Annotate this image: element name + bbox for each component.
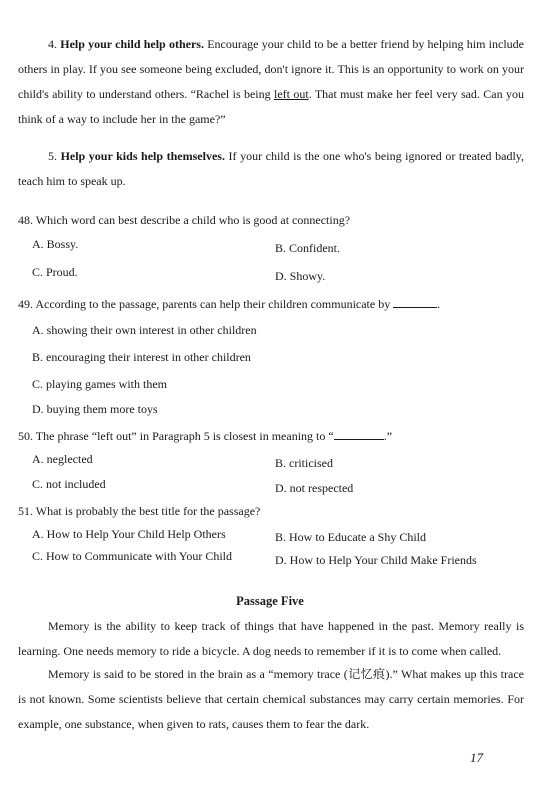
option-48c[interactable]: C. Proud. [32, 265, 78, 279]
option-49d[interactable]: D. buying them more toys [32, 402, 158, 416]
option-51a[interactable]: A. How to Help Your Child Help Others [32, 527, 226, 541]
option-48a[interactable]: A. Bossy. [32, 237, 79, 251]
paragraph-heading: Help your kids help themselves. [60, 149, 225, 163]
option-48b[interactable]: B. Confident. [275, 241, 340, 255]
option-50a[interactable]: A. neglected [32, 452, 93, 466]
question-48: 48. Which word can best describe a child who is good at connecting? [18, 213, 351, 227]
option-50b[interactable]: B. criticised [275, 456, 333, 470]
page-number: 17 [470, 750, 483, 765]
option-50c[interactable]: C. not included [32, 477, 106, 491]
paragraph-number: 5. [48, 149, 61, 163]
paragraph-text: Encourage your child to be a better friend by helping him include others in play. If you see someone being excluded, don't ignore it. This is an opportunity to work on your child's ability to understand others. “Rachel is being [18, 37, 525, 101]
question-51: 51. What is probably the best title for the passage? [18, 504, 261, 518]
option-49c[interactable]: C. playing games with them [32, 377, 167, 391]
option-51b[interactable]: B. How to Educate a Shy Child [275, 530, 426, 544]
question-text: 50. The phrase “left out” in Paragraph 5 is closest in meaning to “ [18, 429, 334, 443]
option-50d[interactable]: D. not respected [275, 481, 354, 495]
passage-title: Passage Five [236, 594, 304, 608]
option-51d[interactable]: D. How to Help Your Child Make Friends [275, 553, 477, 567]
paragraph-text: If your child is the one who's being ignored or treated badly, teach him to speak up. [18, 149, 524, 188]
question-end: . [437, 297, 441, 311]
passage-paragraph-1: Memory is the ability to keep track of things that have happened in the past. Memory really is learning. One needs memory to ride a bicycle. A dog needs to remember if it is to come when called. [18, 619, 524, 658]
paragraph-text: . That must make her feel very sad. Can you think of a way to include her in the game?” [18, 87, 524, 126]
answer-blank [334, 429, 384, 440]
question-end: .” [383, 429, 393, 443]
paragraph-heading: Help your child help others. [60, 37, 204, 51]
question-50 [18, 428, 524, 444]
answer-blank [393, 297, 437, 308]
question-text: 49. According to the passage, parents can help their children communicate by [18, 297, 391, 311]
paragraph-5 [18, 144, 524, 194]
underlined-phrase: left out [274, 87, 309, 101]
paragraph-number: 4. [48, 37, 61, 51]
question-49 [18, 296, 524, 312]
option-49a[interactable]: A. showing their own interest in other children [32, 323, 257, 337]
option-51c[interactable]: C. How to Communicate with Your Child [32, 549, 233, 563]
passage-paragraph-2: Memory is said to be stored in the brain as a “memory trace (记忆痕).” What makes up this trace is not known. Some scientists believe that certain chemical substances may carry certain memories. For example, one substance, when given to rats, causes them to fear the dark. [18, 667, 524, 731]
option-49b[interactable]: B. encouraging their interest in other children [32, 350, 251, 364]
option-48d[interactable]: D. Showy. [275, 269, 326, 283]
paragraph-4 [18, 32, 524, 132]
